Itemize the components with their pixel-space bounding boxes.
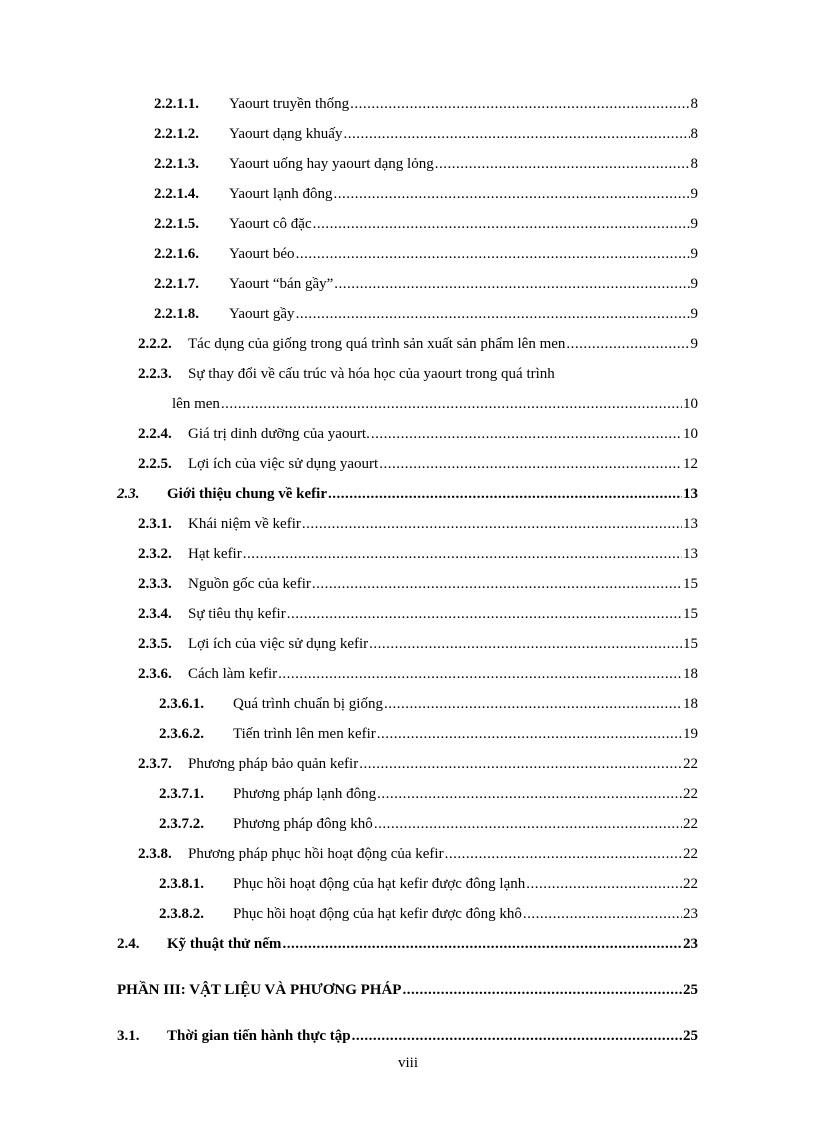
toc-entry[interactable]: [138, 572, 698, 596]
toc-entry[interactable]: [159, 872, 698, 896]
toc-number: 2.2.1.2.: [154, 126, 199, 142]
toc-leader-dots: [384, 692, 682, 716]
toc-number: 2.3.6.1.: [159, 696, 204, 712]
toc-entry-continuation[interactable]: [172, 392, 698, 416]
toc-entry[interactable]: [159, 692, 698, 716]
toc-page-number: 18: [683, 696, 698, 712]
toc-leader-dots: [526, 872, 682, 896]
toc-number: 2.3.6.2.: [159, 726, 204, 742]
toc-leader-dots: [435, 152, 690, 176]
toc-title: Yaourt cô đặc: [229, 216, 312, 232]
toc-leader-dots: [343, 122, 689, 146]
toc-entry[interactable]: [159, 902, 698, 926]
toc-page-number: 15: [683, 576, 698, 592]
toc-number: 2.3.7.2.: [159, 816, 204, 832]
toc-entry[interactable]: [154, 212, 698, 236]
toc-number: 2.3.1.: [138, 516, 172, 532]
toc-number: 2.2.1.6.: [154, 246, 199, 262]
toc-section-entry[interactable]: [117, 1024, 698, 1048]
toc-number: 2.2.1.3.: [154, 156, 199, 172]
toc-page-number: 22: [683, 786, 698, 802]
toc-title: Yaourt béo: [229, 246, 295, 262]
toc-page-number: 15: [683, 636, 698, 652]
toc-page-number: 9: [690, 186, 698, 202]
toc-page-number: 9: [690, 216, 698, 232]
toc-section-entry[interactable]: [117, 482, 698, 506]
toc-title: Cách làm kefir: [188, 666, 278, 682]
toc-entry[interactable]: [138, 362, 698, 386]
toc-page-number: 10: [683, 396, 698, 412]
toc-page-number: 22: [683, 846, 698, 862]
toc-number: 2.2.4.: [138, 426, 172, 442]
toc-page-number: 13: [683, 546, 698, 562]
toc-entry[interactable]: [154, 302, 698, 326]
toc-number: 2.2.2.: [138, 336, 172, 352]
toc-title: Yaourt gầy: [229, 306, 295, 322]
toc-entry[interactable]: [138, 452, 698, 476]
page-footer-number: viii: [397, 1055, 418, 1071]
toc-number: 2.3.: [117, 486, 140, 502]
toc-title: Giới thiệu chung về kefir: [167, 486, 327, 502]
toc-number: 2.3.8.2.: [159, 906, 204, 922]
toc-number: 2.4.: [117, 936, 140, 952]
toc-leader-dots: [296, 302, 690, 326]
toc-title: Sự tiêu thụ kefir: [188, 606, 286, 622]
toc-title: Giá trị dinh dưỡng của yaourt.: [188, 426, 370, 442]
toc-page-number: 10: [683, 426, 698, 442]
toc-leader-dots: [302, 512, 682, 536]
toc-entry[interactable]: [138, 752, 698, 776]
toc-page-number: 25: [683, 982, 698, 998]
toc-leader-dots: [379, 452, 682, 476]
toc-number: 2.3.8.1.: [159, 876, 204, 892]
toc-entry[interactable]: [138, 422, 698, 446]
toc-leader-dots: [377, 722, 682, 746]
toc-title: Phục hồi hoạt động của hạt kefir được đông lạnh: [233, 876, 526, 892]
toc-leader-dots: [333, 182, 689, 206]
toc-leader-dots: [243, 542, 682, 566]
toc-page-number: 8: [690, 156, 698, 172]
toc-page-number: 15: [683, 606, 698, 622]
toc-number: 2.2.5.: [138, 456, 172, 472]
toc-page-number: 22: [683, 876, 698, 892]
toc-leader-dots: [402, 978, 682, 1002]
toc-entry[interactable]: [154, 152, 698, 176]
toc-number: 2.3.6.: [138, 666, 172, 682]
toc-page-number: 9: [690, 246, 698, 262]
toc-title: Lợi ích của việc sử dụng kefir: [188, 636, 369, 652]
toc-leader-dots: [359, 752, 682, 776]
toc-title: Yaourt truyền thống: [229, 96, 350, 112]
toc-leader-dots: [377, 782, 682, 806]
toc-number: 2.2.3.: [138, 366, 172, 382]
toc-title-continuation: lên men: [172, 396, 220, 412]
toc-title: Phương pháp phục hồi hoạt động của kefir: [188, 846, 444, 862]
toc-number: 2.3.5.: [138, 636, 172, 652]
toc-leader-dots: [374, 812, 682, 836]
toc-page-number: 13: [683, 486, 698, 502]
toc-entry[interactable]: [159, 782, 698, 806]
toc-leader-dots: [371, 422, 682, 446]
toc-page-number: 22: [683, 756, 698, 772]
toc-title: Tiến trình lên men kefir: [233, 726, 376, 742]
toc-page-number: 8: [690, 96, 698, 112]
toc-number: 2.3.2.: [138, 546, 172, 562]
toc-title: Thời gian tiến hành thực tập: [167, 1028, 351, 1044]
toc-leader-dots: [313, 212, 690, 236]
toc-entry[interactable]: [154, 242, 698, 266]
toc-entry[interactable]: [138, 542, 698, 566]
toc-page-number: 9: [690, 306, 698, 322]
toc-leader-dots: [523, 902, 682, 926]
toc-entry[interactable]: [138, 602, 698, 626]
toc-page-number: 23: [683, 906, 698, 922]
toc-leader-dots: [282, 932, 682, 956]
toc-entry[interactable]: [138, 332, 698, 356]
toc-title: PHẦN III: VẬT LIỆU VÀ PHƯƠNG PHÁP: [117, 982, 402, 998]
toc-page-number: 18: [683, 666, 698, 682]
toc-title: Phục hồi hoạt động của hạt kefir được đông khô: [233, 906, 522, 922]
toc-entry[interactable]: [154, 182, 698, 206]
toc-entry[interactable]: [138, 662, 698, 686]
toc-leader-dots: [334, 272, 689, 296]
toc-leader-dots: [352, 1024, 682, 1048]
toc-leader-dots: [312, 572, 682, 596]
toc-title: Khái niệm về kefir: [188, 516, 301, 532]
toc-entry[interactable]: [154, 122, 698, 146]
toc-leader-dots: [287, 602, 682, 626]
toc-number: 2.3.4.: [138, 606, 172, 622]
toc-page-number: 19: [683, 726, 698, 742]
toc-title: Phương pháp bảo quản kefir: [188, 756, 359, 772]
toc-leader-dots: [350, 92, 689, 116]
toc-title: Yaourt uống hay yaourt dạng lỏng: [229, 156, 434, 172]
toc-entry[interactable]: [138, 632, 698, 656]
toc-title: Yaourt “bán gầy”: [229, 276, 334, 292]
toc-title: Phương pháp đông khô: [233, 816, 373, 832]
toc-leader-dots: [328, 482, 682, 506]
toc-number: 2.3.7.1.: [159, 786, 204, 802]
toc-title: Sự thay đổi về cấu trúc và hóa học của yaourt trong quá trình: [188, 366, 555, 382]
toc-page-number: 13: [683, 516, 698, 532]
toc-title: Yaourt dạng khuấy: [229, 126, 343, 142]
toc-page-number: 9: [690, 276, 698, 292]
toc-number: 2.2.1.7.: [154, 276, 199, 292]
toc-page-number: 23: [683, 936, 698, 952]
toc-page-number: 8: [690, 126, 698, 142]
toc-number: 2.2.1.4.: [154, 186, 199, 202]
toc-entry[interactable]: [159, 722, 698, 746]
toc-leader-dots: [296, 242, 690, 266]
toc-page-number: 9: [690, 336, 698, 352]
toc-part-entry[interactable]: [117, 978, 698, 1002]
toc-title: Quá trình chuẩn bị giống: [233, 696, 383, 712]
toc-leader-dots: [369, 632, 682, 656]
toc-entry[interactable]: [154, 272, 698, 296]
toc-number: 2.3.8.: [138, 846, 172, 862]
toc-number: 2.3.7.: [138, 756, 172, 772]
toc-entry[interactable]: [138, 512, 698, 536]
toc-section-entry[interactable]: [117, 932, 698, 956]
toc-number: 2.2.1.5.: [154, 216, 199, 232]
toc-page-number: 22: [683, 816, 698, 832]
toc-page-number: 12: [683, 456, 698, 472]
toc-title: Phương pháp lạnh đông: [233, 786, 377, 802]
toc-title: Hạt kefir: [188, 546, 242, 562]
toc-page-number: 25: [683, 1028, 698, 1044]
toc-entry[interactable]: [138, 842, 698, 866]
toc-entry[interactable]: [159, 812, 698, 836]
toc-number: 2.3.3.: [138, 576, 172, 592]
toc-leader-dots: [278, 662, 682, 686]
toc-leader-dots: [566, 332, 689, 356]
toc-number: 3.1.: [117, 1028, 140, 1044]
toc-title: Tác dụng của giống trong quá trình sản xuất sản phẩm lên men: [188, 336, 566, 352]
toc-leader-dots: [445, 842, 682, 866]
toc-title: Nguồn gốc của kefir: [188, 576, 311, 592]
toc-entry[interactable]: [154, 92, 698, 116]
toc-title: Lợi ích của việc sử dụng yaourt: [188, 456, 379, 472]
toc-title: Yaourt lạnh đông: [229, 186, 333, 202]
toc-number: 2.2.1.8.: [154, 306, 199, 322]
toc-leader-dots: [221, 392, 682, 416]
toc-number: 2.2.1.1.: [154, 96, 199, 112]
toc-title: Kỹ thuật thử nếm: [167, 936, 282, 952]
